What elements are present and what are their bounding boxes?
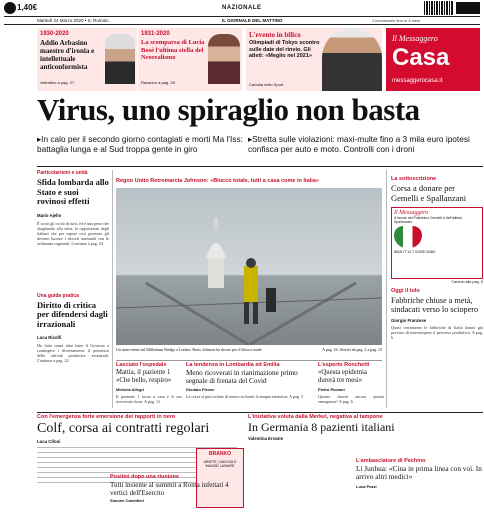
article-body: Quanto durerà ancora questa emergenza? A pag. 6 [318, 393, 384, 404]
photo-caption [116, 347, 382, 352]
article-author: Mario Ajello [37, 212, 62, 218]
london-photo [116, 188, 382, 345]
teaser-title: Addio Arbasino maestro d'ironia e intellettuale anticonformista [40, 39, 95, 71]
teaser-author: Valentino a pag. 27 [40, 80, 75, 85]
column-divider [386, 170, 387, 408]
section-label: Con l'emergenza forte emersione dei rapporti in nero [37, 414, 176, 420]
teaser-title: L'evento in bilico [249, 31, 301, 39]
article-title[interactable]: Mattia, il paziente 1 «Che bello, respiro» [116, 369, 172, 384]
section-label: L'ambasciatore di Pechino [356, 458, 426, 464]
subhead-left-text: In calo per il secondo giorno contagiati e morti Ma l'Iss: battaglia lunga e al Sud troppa gente in giro [37, 134, 243, 154]
story-lombardia [186, 362, 312, 399]
column-divider [112, 170, 113, 408]
right-column [391, 176, 483, 375]
ad-iban: IBAN IT 14 T 01005 03382 [394, 250, 436, 255]
middle-rule [116, 360, 382, 361]
price-badge [4, 2, 38, 15]
masthead-publisher: IL GIORNALE DEL MATTINO [222, 18, 283, 23]
article-author: Valentina Errante [248, 436, 284, 441]
ad-credit: Carenzi alla pag. 9 [451, 280, 483, 284]
story-mattia [116, 362, 182, 404]
article-title[interactable]: Colf, corsa ai contratti regolari [37, 421, 210, 436]
article-title[interactable]: Corsa a donare per Gemelli e Spallanzani [391, 183, 467, 203]
article-title[interactable]: Sfida lombarda allo Stato e suoi rovinosi effetti [37, 177, 109, 206]
article-author: Luca Ricolfi [37, 335, 62, 340]
teaser-title: La scomparsa di Lucia Bosè l'ultima stella del Neorealismo [141, 39, 205, 61]
donation-ad[interactable] [391, 207, 483, 279]
article-title[interactable]: Li Junhua: «Cina in prima linea con voi. In arrivo altri medici» [356, 464, 482, 482]
arbasino-portrait [105, 34, 135, 84]
horoscope-sign: ARIETE, VIAGGIA E MANGE LUNARE [203, 460, 237, 468]
masthead-top-rule [4, 16, 480, 17]
promo-url: messaggerocasa.it [392, 78, 443, 84]
photo-pages: A pag. 24. Servizi da pag. 2 a pag. 15 [322, 347, 382, 352]
subhead-right-text: Stretta sulle violazioni: maxi-multe fino a 3 mila euro ipotesi confisca per auto e moto. Controlli con i droni [248, 134, 470, 154]
bottom-rule [37, 412, 483, 413]
horoscope-label: BRANKO [209, 451, 231, 457]
article-body: La corsa si può evitare di tenere in fondo la terapia intensiva. A pag. 5 [186, 394, 304, 400]
promo-brand: Il Messaggero [392, 34, 438, 43]
photo-kicker: Regno Unito [116, 178, 149, 184]
teaser-author: Carlotta nello Sport [249, 82, 284, 87]
article-body: Quasi certamente le fabbriche di Italia hanno già previsto di interrompere il percorso produttivo. A pag. 6 [391, 324, 483, 340]
teaser-bose[interactable] [138, 28, 242, 91]
article-author: Simone Canettieri [110, 498, 145, 503]
masthead-date: Martedì 24 Marzo 2020 • S. Romolo [37, 18, 109, 23]
article-title[interactable]: Fabbriche chiuse a metà, sindacati verso lo sciopero [391, 296, 479, 315]
section-label: Una guida pratica [37, 292, 79, 299]
photo-title: Retromarcia Johnson: «Blocco totale, tutti a casa come in Italia» [150, 178, 319, 184]
teaser-olimpiadi[interactable] [246, 28, 382, 91]
article-author: Luca Pozzi [356, 483, 377, 489]
section-label: La tendenza in Lombardia ed Emilia [186, 362, 280, 368]
section-label: Lasciato l'ospedale [116, 362, 167, 368]
photo-illustration [116, 188, 382, 345]
teaser-author: Ravarino a pag. 25 [141, 80, 175, 85]
story-germania [248, 414, 484, 441]
article-author: Diodato Pirone [186, 387, 215, 393]
section-label: Oggi il tolo [391, 288, 420, 294]
article-body: Il paziente 1 torna a casa e il suo ricoverato fuori. A pag. 11 [116, 393, 182, 404]
subhead-right [248, 134, 482, 154]
article-title[interactable]: Tutti insieme al summit a Roma infettati 4 vertici dell'Esercito [110, 481, 229, 497]
section-label: La sottoscrizione [391, 176, 437, 182]
promo-title: Casa [392, 44, 450, 71]
teaser-year: 1931-2020 [141, 31, 170, 37]
section-label: L'iniziativa voluta dalla Merkel, negativa al tampone [248, 414, 383, 420]
photo-header [116, 178, 386, 184]
masthead-bottom-rule [4, 24, 480, 25]
teaser-arbasino[interactable] [37, 28, 137, 91]
article-body: È sorto gli occhi di tutti, ed è una pena che sbagliando alla sfera, le opposizioni degli italiani che per sapere così prezioso gli devono lucrare i decreti nazionali con le ordinanze regionali. Continua a pag. 23 [37, 220, 109, 246]
casa-promo[interactable] [386, 28, 480, 91]
article-author: Michela Allegri [116, 386, 145, 392]
headline-rule [37, 166, 483, 167]
bullet-icon: ▸ [37, 134, 42, 144]
athlete-photo [322, 28, 382, 91]
masthead-note: Commissario fino in 3 mesi [372, 18, 421, 23]
subhead-left [37, 134, 243, 154]
bose-portrait [208, 34, 240, 84]
article-author: Giorgio Franzese [391, 317, 427, 323]
article-body: Ho fatto cenni altre bene il Governo a contingere i diversamente il permesso della attività produttive essenziali. Continua a pag. 23 [37, 343, 109, 363]
teaser-year: 1930-2020 [40, 31, 69, 37]
section-label: Positivi dopo una riunione [110, 474, 180, 480]
section-label: Particolarismi e unità [37, 170, 88, 176]
section-label: L'esperto Ronchetti [318, 362, 370, 368]
bullet-icon: ▸ [248, 134, 253, 144]
ad-text: A favore del Policlinico Gemelli e dell'Istituto Spallanzani [394, 216, 463, 225]
left-column [37, 170, 109, 387]
main-headline: Virus, uno spiraglio non basta [37, 92, 420, 127]
story-ronchetti [318, 362, 384, 404]
price-circle [4, 2, 16, 14]
price-value: 1,40€ [17, 3, 38, 12]
article-author: Pietro Piovani [318, 386, 345, 392]
article-title[interactable]: In Germania 8 pazienti italiani [248, 420, 395, 434]
ad-heart-graphic [394, 226, 422, 248]
masthead-number-box [456, 2, 480, 14]
edition-tag: NAZIONALE [222, 5, 262, 11]
teaser-subtitle: Olimpiadi di Tokyo scontro sulle date del rinvio. Gli atleti: «Meglio nel 2021» [249, 40, 320, 59]
story-esercito [110, 474, 250, 503]
story-pechino [356, 458, 484, 489]
article-title[interactable]: Diritto di critica per difendersi dagli irrazionali [37, 299, 108, 329]
article-title[interactable]: «Questa epidemia durerà tre mesi» [318, 369, 367, 384]
article-author: Luca Cifoni [37, 439, 61, 444]
ad-brand: Il Messaggero [394, 210, 429, 216]
photo-caption-text: Un inserviente nel Millenium Bridge a Londra. Boris Johnson ha deciso per il blocco totale [116, 347, 263, 352]
article-title[interactable]: Meno ricoverati in rianimazione primo segnale di frenata del Covid [186, 369, 298, 386]
barcode [424, 1, 454, 15]
